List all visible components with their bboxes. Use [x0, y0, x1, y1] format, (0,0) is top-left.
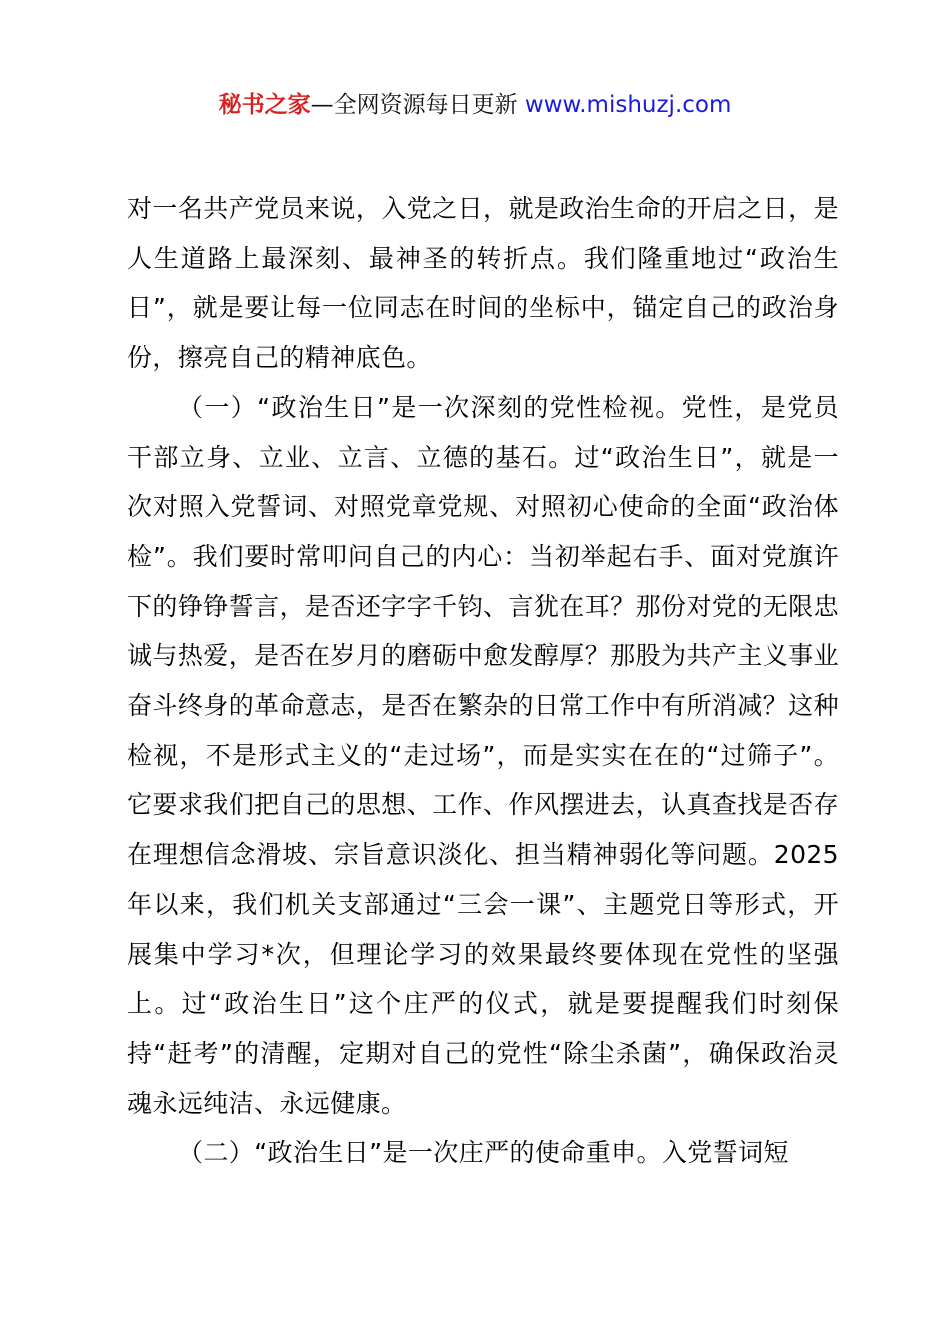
page-header [0, 88, 950, 122]
header-tagline: —全网资源每日更新 [310, 92, 525, 118]
brand-name: 秘书之家 [218, 92, 311, 118]
paragraph-section-two: （二）“政治生日”是一次庄严的使命重申。入党誓词短 [178, 1138, 789, 1168]
paragraph-intro: 对一名共产党员来说，入党之日，就是政治生命的开启之日，是人生道路上最深刻、最神圣的转折点。我们隆重地过“政治生日”，就是要让每一位同志在时间的坐标中，锚定自己的政治身份，擦亮自己的精神底色。 [127, 194, 839, 373]
header-url[interactable]: www.mishuzj.com [524, 92, 732, 118]
document-body [127, 184, 839, 1178]
paragraph-section-one: （一）“政治生日”是一次深刻的党性检视。党性，是党员干部立身、立业、立言、立德的基石。过“政治生日”，就是一次对照入党誓词、对照党章党规、对照初心使命的全面“政治体检”。我们要时常叩问自己的内心：当初举起右手、面对党旗许下的铮铮誓言，是否还字字千钧、言犹在耳？那份对党的无限忠诚与热爱，是否在岁月的磨砺中愈发醇厚？那股为共产主义事业奋斗终身的革命意志，是否在繁杂的日常工作中有所消减？这种检视，不是形式主义的“走过场”，而是实实在在的“过筛子”。它要求我们把自己的思想、工作、作风摆进去，认真查找是否存在理想信念滑坡、宗旨意识淡化、担当精神弱化等问题。2025年以来，我们机关支部通过“三会一课”、主题党日等形式，开展集中学习*次，但理论学习的效果最终要体现在党性的坚强上。过“政治生日”这个庄严的仪式，就是要提醒我们时刻保持“赶考”的清醒，定期对自己的党性“除尘杀菌”，确保政治灵魂永远纯洁、永远健康。 [127, 392, 839, 1118]
